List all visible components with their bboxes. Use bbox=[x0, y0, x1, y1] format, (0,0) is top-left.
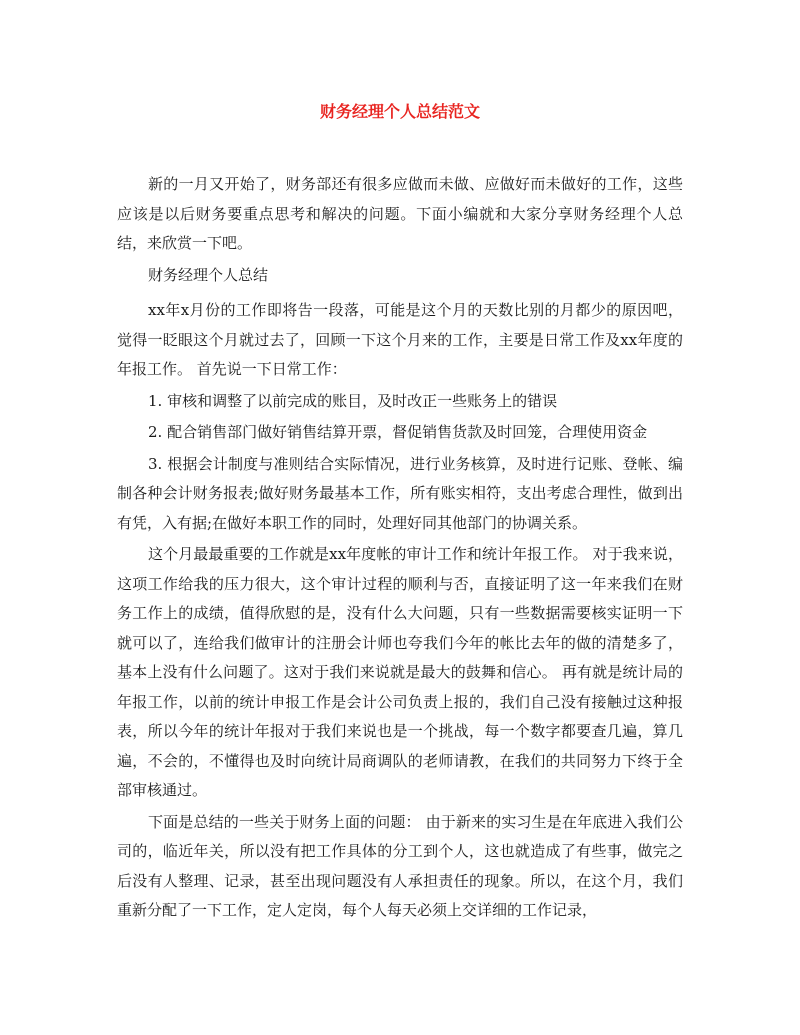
audit-paragraph: 这个月最最重要的工作就是xx年度帐的审计工作和统计年报工作。 对于我来说，这项工作给我的压力很大，这个审计过程的顺利与否，直接证明了这一年来我们在财务工作上的成绩，值得欣慰的是，没有什么大问题，只有一些数据需要核实证明一下就可以了，连给我们做审计的注册会计师也夸我们今年的帐比去年的做的清楚多了，基本上没有什么问题了。这对于我们来说就是最大的鼓舞和信心。 再有就是统计局的年报工作，以前的统计申报工作是会计公司负责上报的，我们自己没有接触过这种报表，所以今年的统计年报对于我们来说也是一个挑战，每一个数字都要查几遍，算几遍，不会的，不懂得也及时向统计局商调队的老师请教，在我们的共同努力下终于全部审核通过。 bbox=[117, 545, 683, 799]
list-item-3: 3. 根据会计制度与准则结合实际情况，进行业务核算，及时进行记账、登帐、编制各种会计财务报表;做好财务最基本工作，所有账实相符，支出考虑合理性，做到出有凭，入有据;在做好本职工作的同时，处理好同其他部门的协调关系。 bbox=[117, 454, 683, 532]
intro-paragraph: 新的一月又开始了，财务部还有很多应做而未做、应做好而未做好的工作，这些应该是以后财务要重点思考和解决的问题。下面小编就和大家分享财务经理个人总结，来欣赏一下吧。 bbox=[117, 175, 683, 252]
list-item-1: 1. 审核和调整了以前完成的账目，及时改正一些账务上的错误 bbox=[148, 391, 558, 410]
list-item-2: 2. 配合销售部门做好销售结算开票，督促销售货款及时回笼，合理使用资金 bbox=[148, 423, 648, 441]
issues-paragraph: 下面是总结的一些关于财务上面的问题： 由于新来的实习生是在年底进入我们公司的，临近年关，所以没有把工作具体的分工到个人，这也就造成了有些事，做完之后没有人整理、记录，甚至出现问题没有人承担责任的现象。所以，在这个月，我们重新分配了一下工作，定人定岗，每个人每天必须上交详细的工作记录， bbox=[117, 812, 683, 919]
section-heading: 财务经理个人总结 bbox=[148, 265, 269, 284]
overview-paragraph: xx年x月份的工作即将告一段落，可能是这个月的天数比别的月都少的原因吧，觉得一眨眼这个月就过去了，回顾一下这个月来的工作，主要是日常工作及xx年度的年报工作。 首先说一下日常工作： bbox=[117, 301, 683, 378]
document-title: 财务经理个人总结范文 bbox=[319, 102, 480, 121]
document-body bbox=[117, 170, 683, 926]
